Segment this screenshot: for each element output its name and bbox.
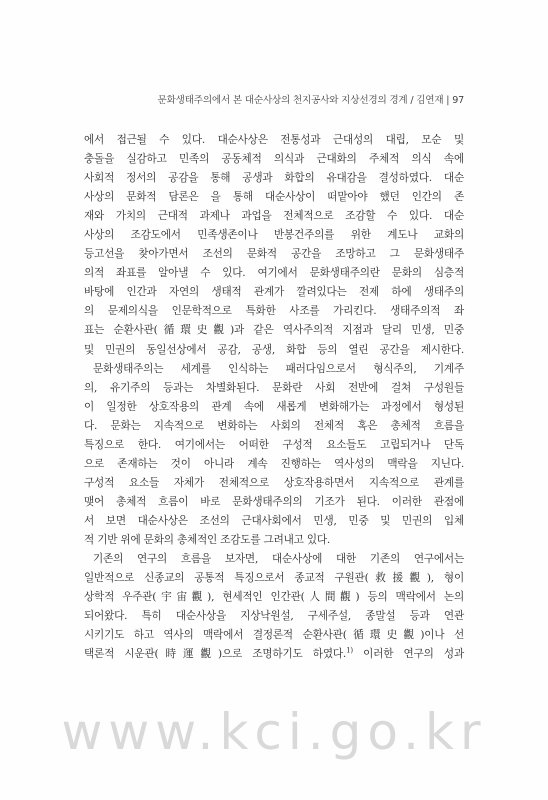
text-line: 사상의 조감도에서 민족생존이나 반봉건주의를 위한 계도나 교화의 xyxy=(84,229,464,242)
text-segment: 이러한 연구의 성과 xyxy=(363,648,464,661)
running-title: 문화생태주의에서 본 대순사상의 천지공사와 지상선경의 경계 / 김연재 xyxy=(157,95,444,106)
text-line: 이 일정한 상호작용의 관계 속에 새롭게 변화해가는 과정에서 형성된 xyxy=(84,400,464,413)
text-line: 의, 유기주의 등과는 차별화된다. 문화란 사회 전반에 걸쳐 구성원들 xyxy=(84,381,464,394)
text-segment: 택론적 시운관(時運觀)으로 조명하기도 하였다. xyxy=(84,648,347,661)
text-line: 특징으로 한다. 여기에서는 어떠한 구성적 요소들도 고립되거나 단독 xyxy=(84,438,464,451)
text-line: 바탕에 인간과 자연의 생태적 관계가 깔려있다는 전제 하에 생태주의 xyxy=(84,286,464,299)
running-header xyxy=(84,92,464,106)
text-line: 맺어 총체적 흐름이 바로 문화생태주의의 기조가 된다. 이러한 관점에 xyxy=(84,495,464,508)
footnote-marker[interactable]: 1) xyxy=(346,646,353,655)
text-line: 되어왔다. 특히 대순사상을 지상낙원설, 구세주설, 종말설 등과 연관 xyxy=(84,610,464,623)
text-line: 다. 문화는 지속적으로 변화하는 사회의 전체적 혹은 총체적 흐름을 xyxy=(84,419,464,432)
text-line-with-footnote xyxy=(84,645,464,664)
text-line: 문화생태주의는 세계를 인식하는 패러다임으로서 형식주의, 기계주 xyxy=(93,362,464,375)
text-line: 표는 순환사관(循環史觀)과 같은 역사주의적 지점과 달리 민생, 민중 xyxy=(84,324,464,337)
text-line: 상학적 우주관(宇宙觀), 현세적인 인간관(人間觀) 등의 맥락에서 논의 xyxy=(84,591,464,604)
text-line: 사상의 문화적 담론은 을 통해 대순사상이 떠맡아야 했던 인간의 존 xyxy=(84,191,464,204)
text-line: 재와 가치의 근대적 과제나 과업을 전체적으로 조감할 수 있다. 대순 xyxy=(84,210,464,223)
text-line: 충돌을 실감하고 민족의 공동체적 의식과 근대화의 주체적 의식 속에 xyxy=(84,153,464,166)
text-line: 일반적으로 신종교의 공통적 특징으로서 종교적 구원관(救援觀), 형이 xyxy=(84,572,464,585)
header-divider: | xyxy=(443,95,453,106)
text-line: 기존의 연구의 흐름을 보자면, 대순사상에 대한 기존의 연구에서는 xyxy=(93,553,464,566)
text-line: 적 기반 위에 문화의 총체적인 조감도를 그려내고 있다. xyxy=(84,533,331,546)
text-line: 의적 좌표를 알아낼 수 있다. 여기에서 문화생태주의란 문화의 심층적 xyxy=(84,267,464,280)
text-line: 에서 접근될 수 있다. 대순사상은 전통성과 근대성의 대립, 모순 및 xyxy=(84,134,464,146)
text-line: 등고선을 찾아가면서 조선의 문화적 공간을 조망하고 그 문화생태주 xyxy=(84,248,464,261)
page-number: 97 xyxy=(452,95,464,106)
watermark: www.kci.go.kr xyxy=(61,703,487,761)
text-line: 으로 존재하는 것이 아니라 계속 진행하는 역사성의 맥락을 지닌다. xyxy=(84,457,464,470)
text-line: 구성적 요소들 자체가 전체적으로 상호작용하면서 지속적으로 관계를 xyxy=(84,476,464,489)
text-line: 및 민권의 동일선상에서 공감, 공생, 화합 등의 열린 공간을 제시한다. xyxy=(84,343,464,356)
text-line: 시키기도 하고 역사의 맥락에서 결정론적 순환사관(循環史觀)이나 선 xyxy=(84,629,464,642)
text-line: 의 문제의식을 인문학적으로 특화한 사조를 가리킨다. 생태주의적 좌 xyxy=(84,305,464,318)
body-text xyxy=(84,131,464,664)
text-line: 사회적 정서의 공감을 통해 공생과 화합의 유대감을 결성하였다. 대순 xyxy=(84,172,464,185)
text-line: 서 보면 대순사상은 조선의 근대사회에서 민생, 민중 및 민권의 입체 xyxy=(84,514,464,527)
